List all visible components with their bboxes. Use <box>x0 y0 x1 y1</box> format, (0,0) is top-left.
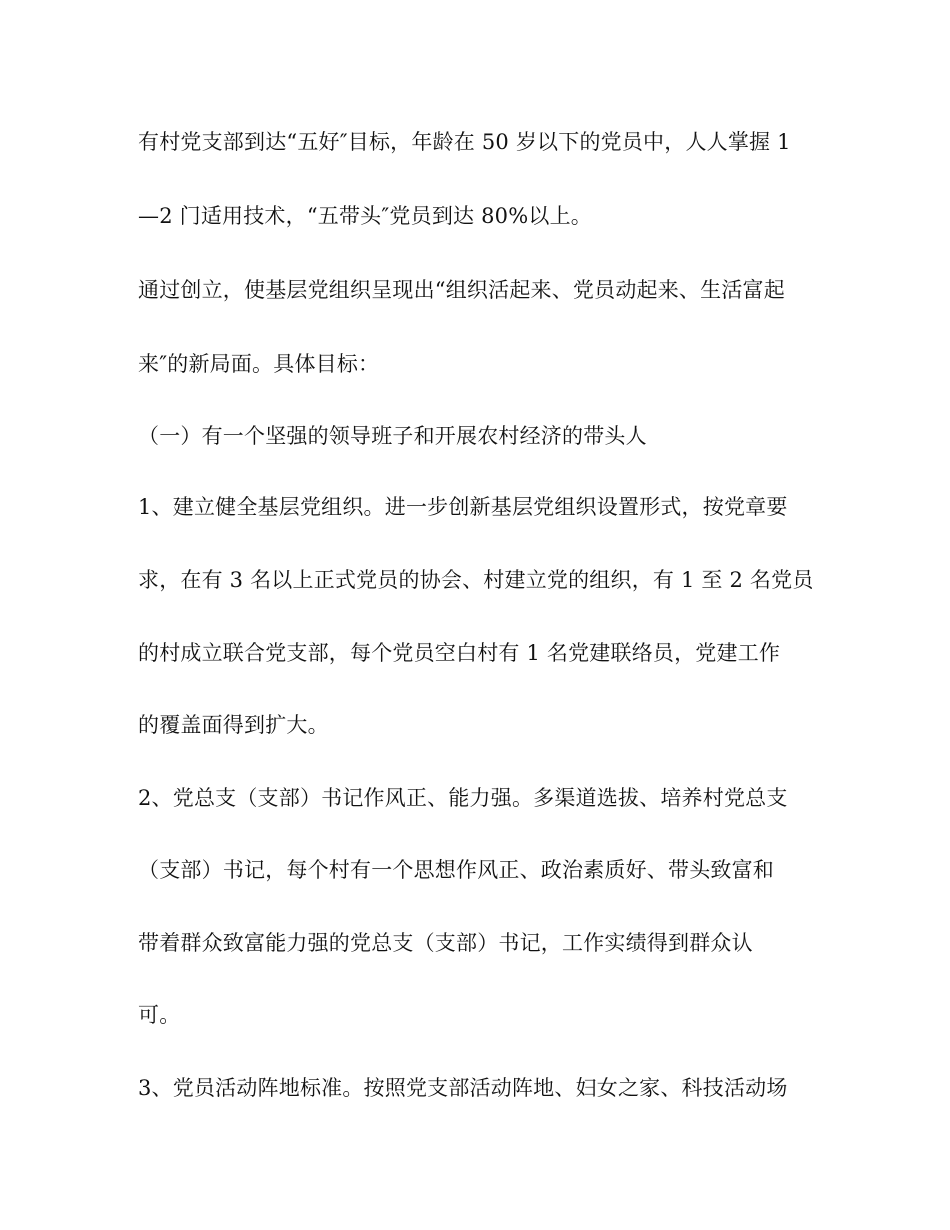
paragraph-line: 有村党支部到达“五好″目标，年龄在 50 岁以下的党员中，人人掌握 1 <box>138 130 791 154</box>
paragraph-line: 求，在有 3 名以上正式党员的协会、村建立党的组织，有 1 至 2 名党员 <box>138 568 814 592</box>
paragraph-line: 1、建立健全基层党组织。进一步创新基层党组织设置形式，按党章要 <box>138 495 788 519</box>
paragraph-line: 3、党员活动阵地标准。按照党支部活动阵地、妇女之家、科技活动场 <box>138 1076 788 1100</box>
section-heading: （一）有一个坚强的领导班子和开展农村经济的带头人 <box>138 424 647 448</box>
paragraph-line: 可。 <box>138 1003 181 1027</box>
paragraph-line: —2 门适用技术，“五带头″党员到达 80%以上。 <box>138 204 592 228</box>
paragraph-line: （支部）书记，每个村有一个思想作风正、政治素质好、带头致富和 <box>138 858 774 882</box>
paragraph-line: 的覆盖面得到扩大。 <box>138 713 329 737</box>
paragraph-line: 的村成立联合党支部，每个党员空白村有 1 名党建联络员，党建工作 <box>138 641 781 665</box>
paragraph-line: 2、党总支（支部）书记作风正、能力强。多渠道选拔、培养村党总支 <box>138 786 788 810</box>
paragraph-line: 通过创立，使基层党组织呈现出“组织活起来、党员动起来、生活富起 <box>138 278 785 302</box>
paragraph-line: 带着群众致富能力强的党总支（支部）书记，工作实绩得到群众认 <box>138 931 753 955</box>
paragraph-line: 来″的新局面。具体目标： <box>138 352 380 376</box>
